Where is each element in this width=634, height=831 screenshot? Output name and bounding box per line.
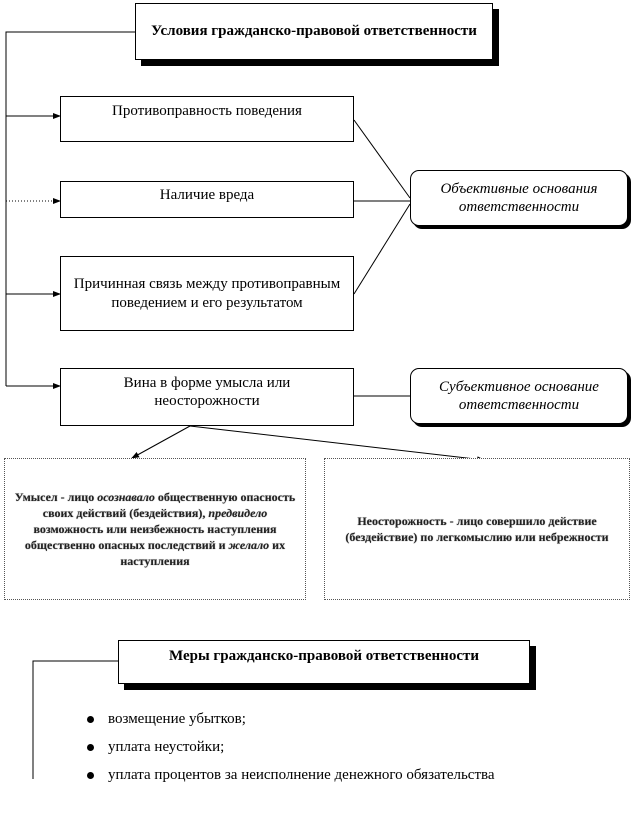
subjective-basis-box xyxy=(410,368,628,424)
measures-title-box xyxy=(118,640,530,684)
objective-basis-label: Объективные основания ответственности xyxy=(440,180,598,215)
objective-basis-box xyxy=(410,170,628,226)
intent-term: Умысел xyxy=(14,489,58,504)
negligence-box xyxy=(324,458,630,600)
condition-causation xyxy=(60,256,354,331)
condition-label: Вина в форме умысла или неосторожности xyxy=(123,375,291,410)
condition-harm xyxy=(60,181,354,218)
diagram-title: Условия гражданско-правовой ответственности xyxy=(151,23,477,40)
condition-unlawfulness xyxy=(60,96,354,142)
list-item: возмещение убытков; xyxy=(84,710,624,738)
intent-keyword: предвидело xyxy=(208,505,268,520)
condition-label: Причинная связь между противоправным поведением и его результатом xyxy=(73,276,341,311)
title-box xyxy=(135,3,493,60)
condition-label: Противоправность поведения xyxy=(112,103,302,119)
negligence-text: Неосторожность - лицо совершило действие (бездействие) по легкомыслию или небрежности xyxy=(345,513,609,544)
list-item: уплата процентов за неисполнение денежного обязательства xyxy=(84,766,624,794)
intent-keyword: желало xyxy=(228,538,270,553)
intent-box xyxy=(4,458,306,600)
subjective-basis-label: Субъективное основание ответственности xyxy=(439,378,599,413)
measures-title: Меры гражданско-правовой ответственности xyxy=(169,648,479,664)
condition-label: Наличие вреда xyxy=(159,187,255,203)
measures-list xyxy=(84,710,624,794)
condition-guilt xyxy=(60,368,354,426)
list-item: уплата неустойки; xyxy=(84,738,624,766)
intent-keyword: осознавало xyxy=(97,489,155,504)
intent-text: Умысел - лицо осознавало общественную опасность своих действий (бездействия), предвидело возможность или неизбежность наступления общественно опасных последствий и желало их наступления xyxy=(14,489,296,569)
negligence-term: Неосторожность xyxy=(357,513,447,528)
